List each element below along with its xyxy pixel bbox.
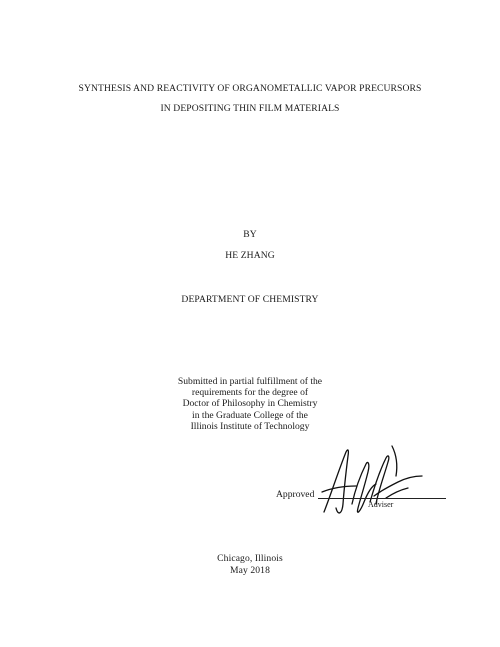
author-name: HE ZHANG (225, 250, 275, 261)
degree-statement-line: Submitted in partial fulfillment of the (177, 376, 323, 387)
by-label: BY (243, 229, 257, 240)
adviser-signature (316, 442, 428, 524)
degree-statement-line: in the Graduate College of the (192, 409, 308, 421)
signature-line (318, 498, 446, 499)
thesis-title-line-2: IN DEPOSITING THIN FILM MATERIALS (160, 103, 340, 114)
adviser-label: Adviser (368, 500, 394, 509)
date-label: May 2018 (230, 565, 270, 576)
thesis-title-line-1: SYNTHESIS AND REACTIVITY OF ORGANOMETALLIC VAPOR PRECURSORS (78, 83, 422, 94)
degree-statement-line: requirements for the degree of (191, 387, 309, 399)
degree-statement (0, 376, 500, 432)
approval-block (276, 442, 446, 522)
degree-statement-line: Doctor of Philosophy in Chemistry (182, 398, 318, 410)
degree-statement-line: Illinois Institute of Technology (190, 420, 310, 432)
department-name: DEPARTMENT OF CHEMISTRY (181, 294, 319, 305)
place-label: Chicago, Illinois (217, 553, 283, 564)
approved-label: Approved (276, 489, 315, 500)
